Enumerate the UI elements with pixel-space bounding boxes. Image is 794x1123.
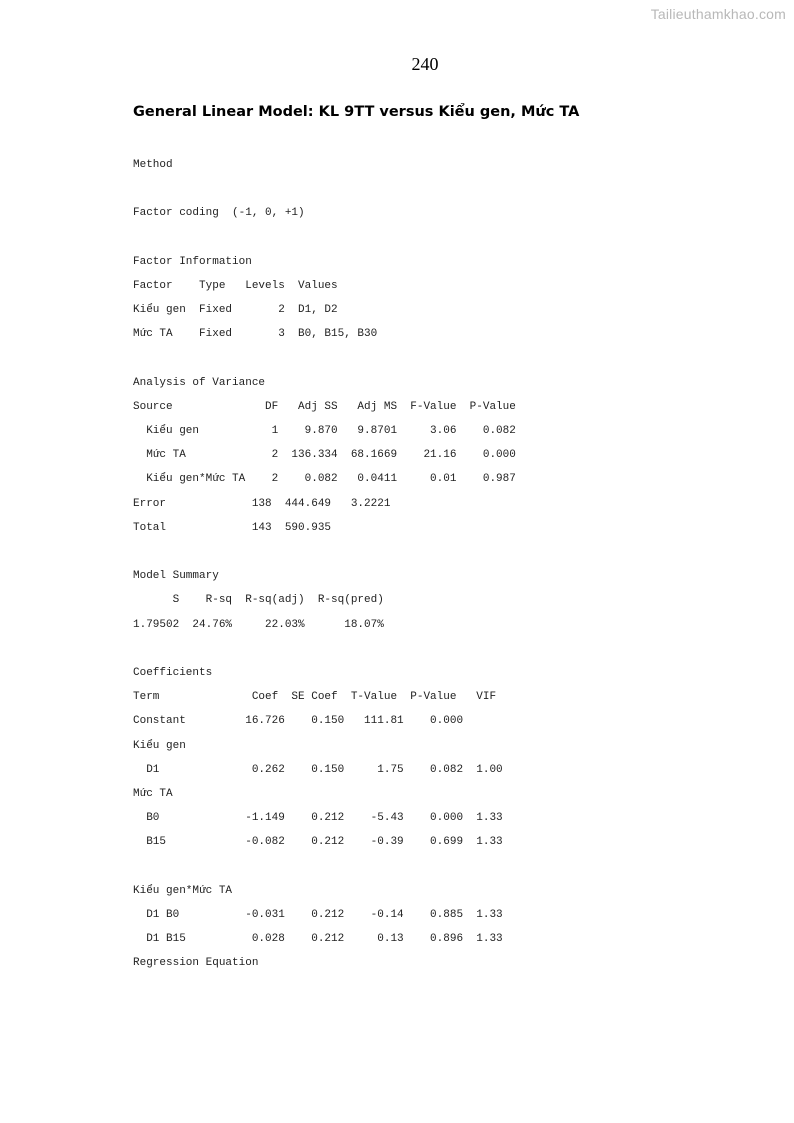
minitab-output — [133, 158, 516, 980]
coefficients-row: Kiểu gen — [133, 739, 186, 752]
coefficients-row: B15 -0.082 0.212 -0.39 0.699 1.33 — [133, 836, 503, 849]
factor-coding-line: Factor coding (-1, 0, +1) — [133, 207, 305, 220]
model-summary-header: S R-sq R-sq(adj) R-sq(pred) — [133, 594, 384, 607]
coefficients-header: Term Coef SE Coef T-Value P-Value VIF — [133, 691, 497, 704]
coefficients-row: Kiểu gen*Mức TA — [133, 884, 233, 897]
model-summary-row: 1.79502 24.76% 22.03% 18.07% — [133, 618, 384, 631]
factor-info-heading: Factor Information — [133, 255, 252, 268]
anova-header: Source DF Adj SS Adj MS F-Value P-Value — [133, 400, 516, 413]
anova-heading: Analysis of Variance — [133, 376, 266, 389]
factor-info-row: Kiểu gen Fixed 2 D1, D2 — [133, 304, 338, 317]
anova-row: Kiểu gen*Mức TA 2 0.082 0.0411 0.01 0.987 — [133, 473, 516, 486]
factor-info-header: Factor Type Levels Values — [133, 279, 338, 292]
anova-row: Total 143 590.935 — [133, 521, 332, 534]
page-title: General Linear Model: KL 9TT versus Kiểu gen, Mức TA — [133, 104, 580, 120]
anova-row: Mức TA 2 136.334 68.1669 21.16 0.000 — [133, 449, 516, 462]
coefficients-row: Mức TA — [133, 787, 173, 800]
coefficients-row — [133, 859, 516, 883]
anova-row: Kiểu gen 1 9.870 9.8701 3.06 0.082 — [133, 425, 516, 438]
coefficients-row: D1 B0 -0.031 0.212 -0.14 0.885 1.33 — [133, 908, 503, 921]
watermark-text: Tailieuthamkhao.com — [650, 6, 786, 22]
regression-heading: Regression Equation — [133, 957, 259, 970]
anova-row: Error 138 444.649 3.2221 — [133, 497, 391, 510]
page-number: 240 — [411, 54, 439, 74]
coefficients-row: B0 -1.149 0.212 -5.43 0.000 1.33 — [133, 812, 503, 825]
coefficients-heading: Coefficients — [133, 666, 213, 679]
model-summary-heading: Model Summary — [133, 570, 219, 583]
coefficients-row: Constant 16.726 0.150 111.81 0.000 — [133, 715, 464, 728]
method-heading: Method — [133, 159, 173, 171]
coefficients-row: D1 0.262 0.150 1.75 0.082 1.00 — [133, 763, 503, 776]
coefficients-row: D1 B15 0.028 0.212 0.13 0.896 1.33 — [133, 933, 503, 945]
factor-info-row: Mức TA Fixed 3 B0, B15, B30 — [133, 328, 378, 341]
